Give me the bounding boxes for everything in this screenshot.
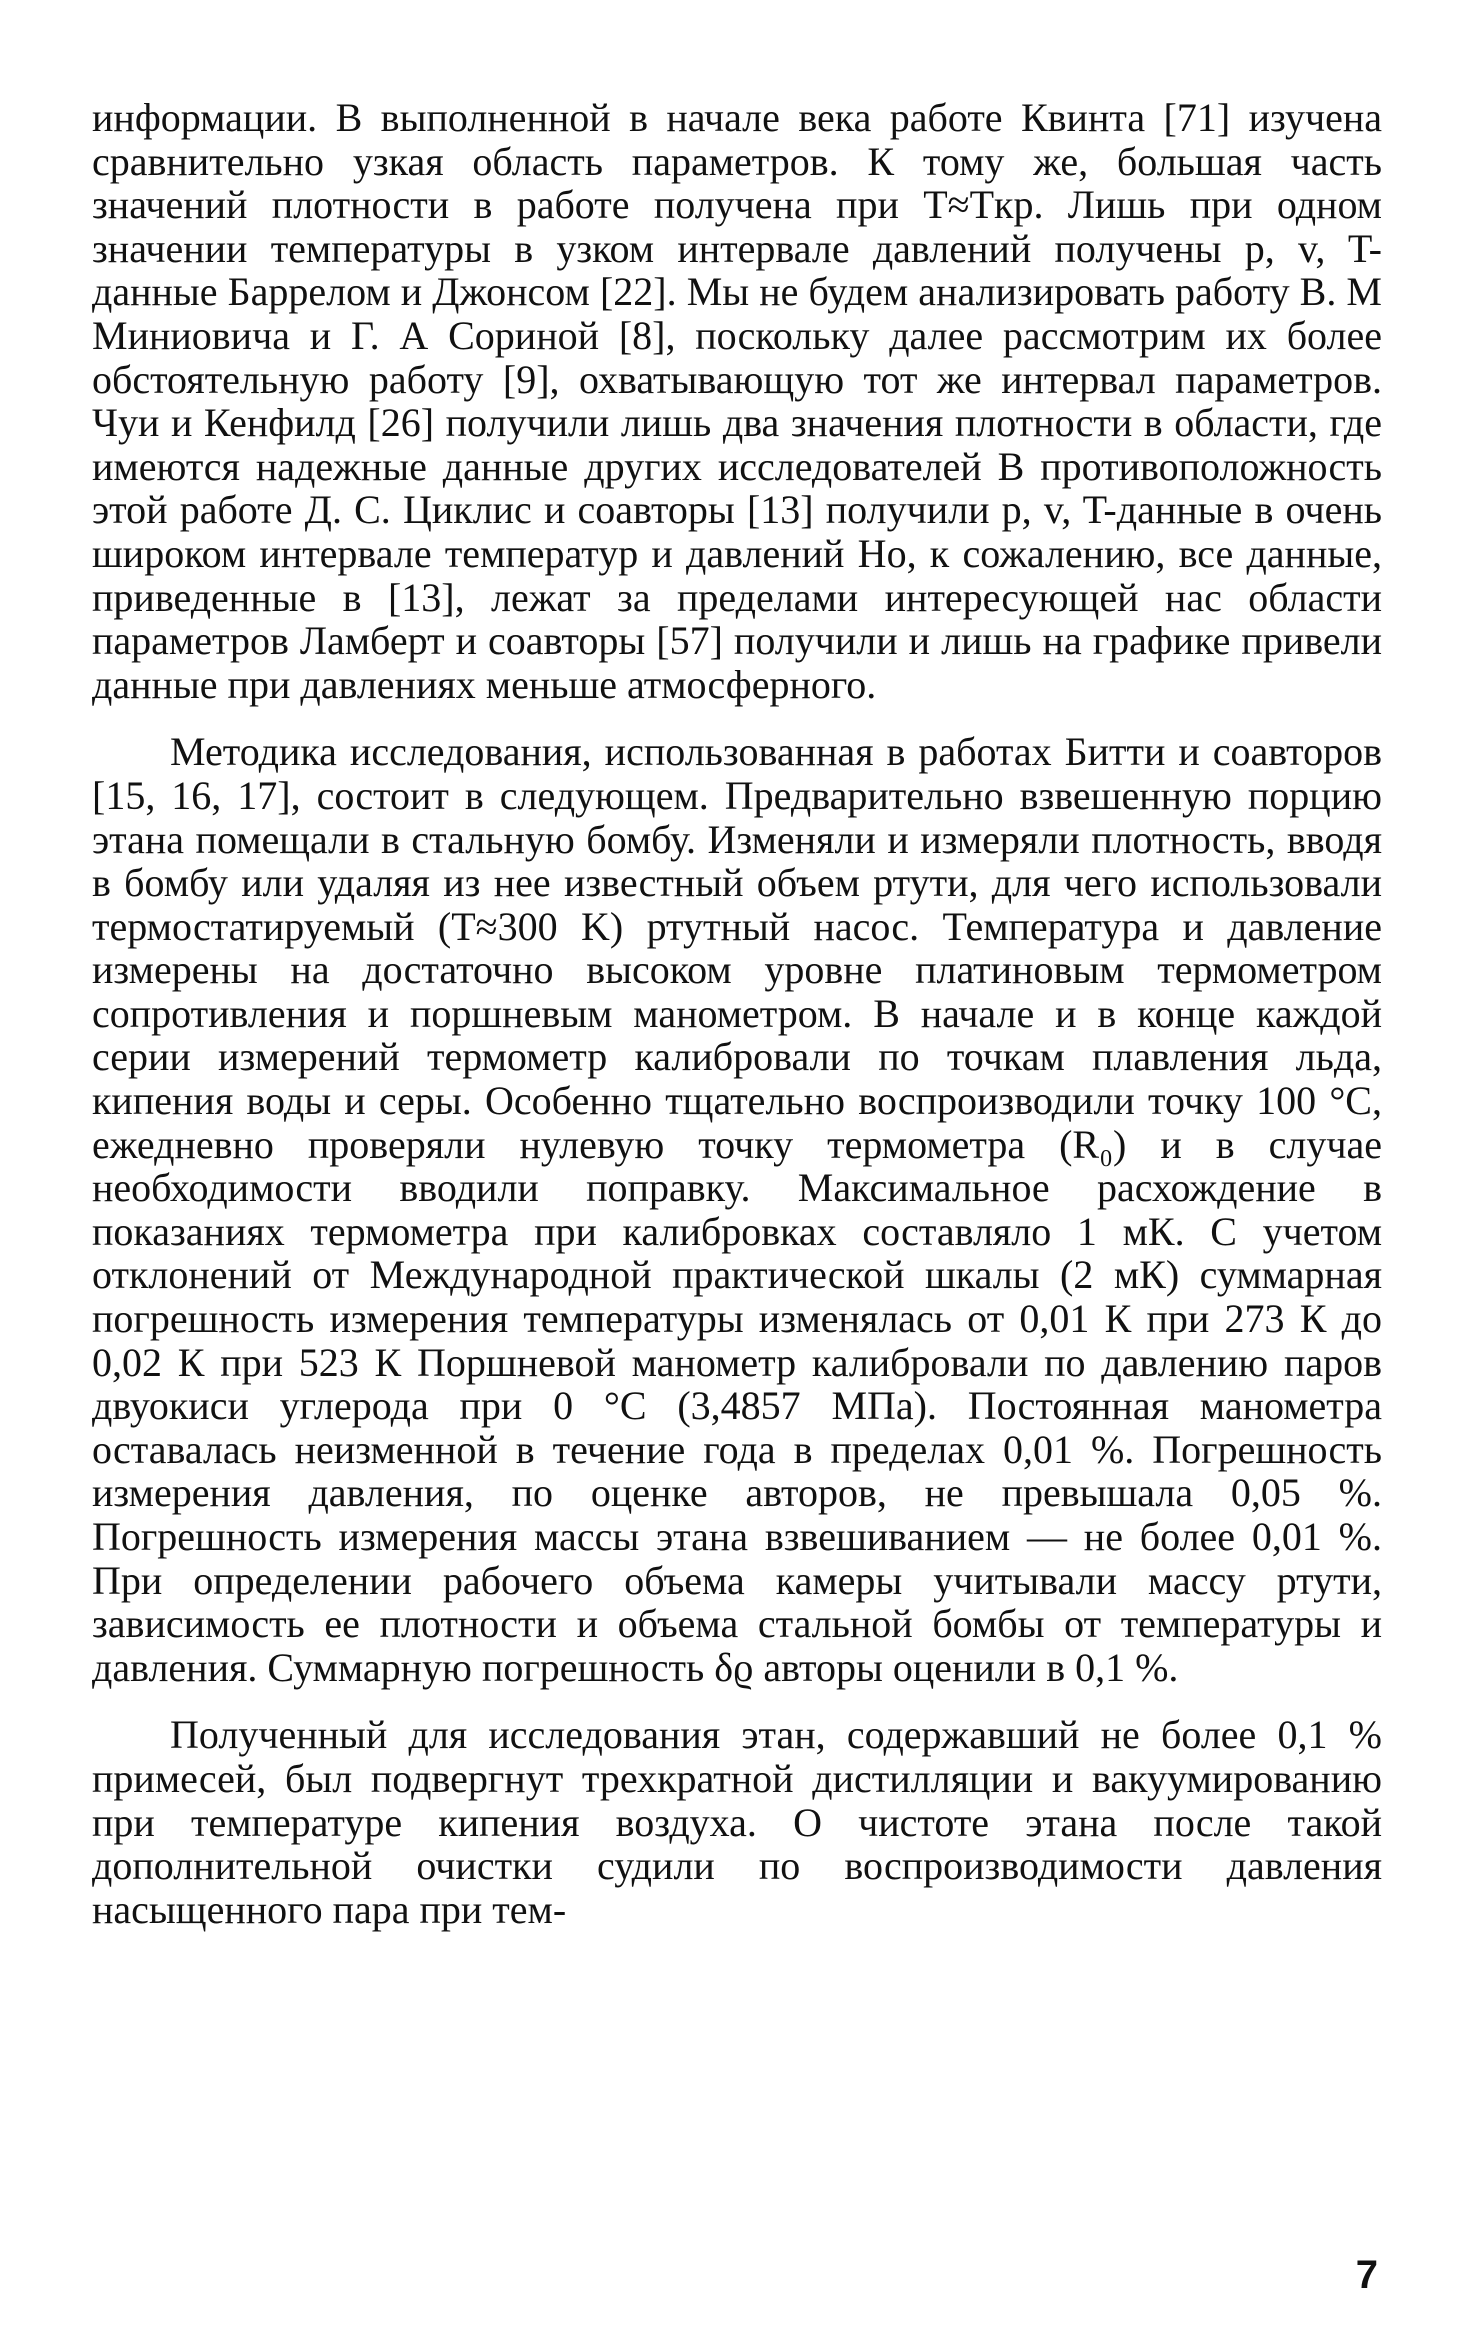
page-number: 7 xyxy=(1355,2253,1378,2297)
paragraph-3: Полученный для исследования этан, содержавший не более 0,1 % примесей, был подвергнут трехкратной дистилляции и вакуумированию при температуре кипения воздуха. О чистоте этана после такой дополнительной очистки судили по воспроизводимости давления насыщенного пара при тем- xyxy=(92,1712,1382,1932)
paragraph-1: информации. В выполненной в начале века работе Квинта [71] изучена сравнительно узкая область параметров. К тому же, большая часть значений плотности в работе получена при T≈Tкр. Лишь при одном значении температуры в узком интервале давлений получены p, v, T-данные Баррелом и Джонсом [22]. Мы не будем анализировать работу В. М Миниовича и Г. А Сориной [8], поскольку далее рассмотрим их более обстоятельную работу [9], охватывающую тот же интервал параметров. Чуи и Кенфилд [26] получили лишь два значения плотности в области, где имеются надежные данные других исследователей В противоположность этой работе Д. С. Циклис и соавторы [13] получили p, v, T-данные в очень широком интервале температур и давлений Но, к сожалению, все данные, приведенные в [13], лежат за пределами интересующей нас области параметров Ламберт и соавторы [57] получили и лишь на графике привели данные при давлениях меньше атмосферного. xyxy=(92,95,1382,707)
paragraph-2: Методика исследования, использованная в работах Битти и соавторов [15, 16, 17], состоит в следующем. Предварительно взвешенную порцию этана помещали в стальную бомбу. Изменяли и измеряли плотность, вводя в бомбу или удаляя из нее известный объем ртути, для чего использовали термостатируемый (T≈300 K) ртутный насос. Температура и давление измерены на достаточно высоком уровне платиновым термометром сопротивления и поршневым манометром. В начале и в конце каждой серии измерений термометр калибровали по точкам плавления льда, кипения воды и серы. Особенно тщательно воспроизводили точку 100 °C, ежедневно проверяли нулевую точку термометра (R₀) и в случае необходимости вводили поправку. Максимальное расхождение в показаниях термометра при калибровках составляло 1 мК. С учетом отклонений от Международной практической шкалы (2 мК) суммарная погрешность измерения температуры изменялась от 0,01 К при 273 К до 0,02 К при 523 К Поршневой манометр калибровали по давлению паров двуокиси углерода при 0 °C (3,4857 МПа). Постоянная манометра оставалась неизменной в течение года в пределах 0,01 %. Погрешность измерения давления, по оценке авторов, не превышала 0,05 %. Погрешность измерения массы этана взвешиванием — не более 0,01 %. При определении рабочего объема камеры учитывали массу ртути, зависимость ее плотности и объема стальной бомбы от температуры и давления. Суммарную погрешность δϱ авторы оценили в 0,1 %. xyxy=(92,729,1382,1690)
document-page xyxy=(92,96,1382,1931)
